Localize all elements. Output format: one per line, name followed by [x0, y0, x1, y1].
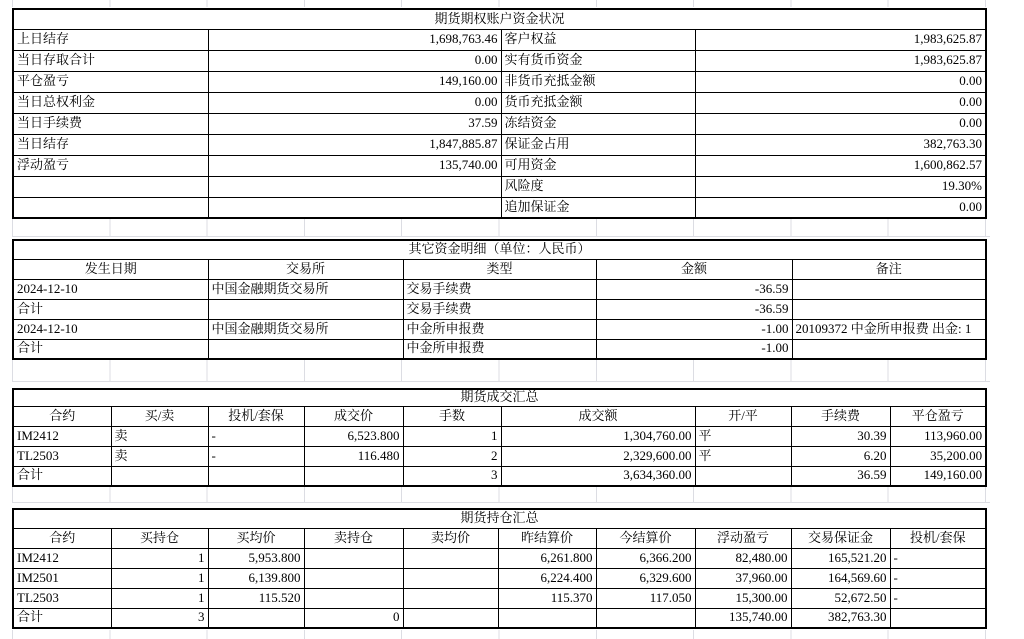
- cell: [304, 548, 403, 568]
- cell: 382,763.30: [791, 608, 890, 628]
- trade-summary-column-header: 买/卖: [111, 406, 208, 426]
- cell: -1.00: [596, 319, 792, 339]
- cell: 1: [111, 568, 208, 588]
- cell: 5,953.800: [208, 548, 304, 568]
- cell: [208, 299, 403, 319]
- trade-summary-column-header: 手续费: [791, 406, 890, 426]
- cell: 合计: [13, 466, 111, 486]
- cell: 2: [403, 446, 501, 466]
- position-summary-column-header: 买均价: [208, 528, 304, 548]
- table-row: [13, 299, 986, 319]
- trade-summary-column-header: 手数: [403, 406, 501, 426]
- cell: 卖: [111, 426, 208, 446]
- cell: 6,224.400: [498, 568, 596, 588]
- cell: 0: [304, 608, 403, 628]
- cell: 平: [695, 446, 791, 466]
- background-gridline-row: [12, 219, 990, 237]
- cell: 52,672.50: [791, 588, 890, 608]
- trade-summary-column-header: 开/平: [695, 406, 791, 426]
- cell: 卖: [111, 446, 208, 466]
- cell: [111, 466, 208, 486]
- cell: 2,329,600.00: [501, 446, 695, 466]
- cell: [208, 466, 304, 486]
- cell: 当日结存: [13, 134, 208, 155]
- cell: 149,160.00: [890, 466, 986, 486]
- cell: TL2503: [13, 446, 111, 466]
- cell: 3,634,360.00: [501, 466, 695, 486]
- position-summary-column-header: 浮动盈亏: [695, 528, 791, 548]
- cell: 113,960.00: [890, 426, 986, 446]
- cell: 0.00: [695, 113, 986, 134]
- fund-status-title: 期货期权账户资金状况: [13, 9, 986, 29]
- table-row: [13, 92, 986, 113]
- fund-status-table: [12, 8, 987, 219]
- cell: 浮动盈亏: [13, 155, 208, 176]
- cell: 追加保证金: [501, 197, 695, 218]
- cell: 当日总权利金: [13, 92, 208, 113]
- cell: 6,523.800: [304, 426, 403, 446]
- cell: [792, 279, 986, 299]
- cell: 115.520: [208, 588, 304, 608]
- cell: TL2503: [13, 588, 111, 608]
- cell: 165,521.20: [791, 548, 890, 568]
- position-summary-column-header: 卖均价: [403, 528, 498, 548]
- other-funds-column-header: 交易所: [208, 259, 403, 279]
- cell: 平仓盈亏: [13, 71, 208, 92]
- cell: [13, 197, 208, 218]
- cell: 中国金融期货交易所: [208, 279, 403, 299]
- other-funds-column-header: 类型: [403, 259, 596, 279]
- cell: 中金所申报费: [403, 319, 596, 339]
- cell: 合计: [13, 608, 111, 628]
- cell: 116.480: [304, 446, 403, 466]
- cell: 6,261.800: [498, 548, 596, 568]
- cell: 30.39: [791, 426, 890, 446]
- cell: 2024-12-10: [13, 319, 208, 339]
- cell: -: [890, 568, 986, 588]
- trade-summary-column-header: 成交额: [501, 406, 695, 426]
- other-funds-table: [12, 239, 987, 360]
- position-summary-column-header: 昨结算价: [498, 528, 596, 548]
- cell: 115.370: [498, 588, 596, 608]
- table-row: [13, 279, 986, 299]
- position-summary-table: [12, 508, 987, 629]
- table-row: [13, 588, 986, 608]
- table-row: [13, 113, 986, 134]
- cell: 82,480.00: [695, 548, 791, 568]
- cell: 0.00: [695, 92, 986, 113]
- cell: 0.00: [695, 71, 986, 92]
- cell: -: [208, 446, 304, 466]
- cell: IM2412: [13, 548, 111, 568]
- cell: [208, 339, 403, 359]
- trade-summary-table: [12, 388, 987, 487]
- cell: 6,329.600: [596, 568, 695, 588]
- trade-summary-column-header: 合约: [13, 406, 111, 426]
- cell: 1: [111, 548, 208, 568]
- cell: 0.00: [695, 197, 986, 218]
- cell: [304, 588, 403, 608]
- background-gridline-row: [12, 0, 990, 7]
- cell: -1.00: [596, 339, 792, 359]
- table-row: [13, 446, 986, 466]
- other-funds-column-header: 发生日期: [13, 259, 208, 279]
- cell: 20109372 中金所申报费 出金: 1: [792, 319, 986, 339]
- cell: 保证金占用: [501, 134, 695, 155]
- cell: 1,983,625.87: [695, 50, 986, 71]
- cell: [304, 568, 403, 588]
- cell: -36.59: [596, 299, 792, 319]
- cell: 上日结存: [13, 29, 208, 50]
- table-row: [13, 319, 986, 339]
- cell: 平: [695, 426, 791, 446]
- cell: 1,847,885.87: [208, 134, 501, 155]
- cell: 117.050: [596, 588, 695, 608]
- cell: [208, 197, 501, 218]
- cell: 3: [111, 608, 208, 628]
- cell: 合计: [13, 299, 208, 319]
- position-summary-column-header: 卖持仓: [304, 528, 403, 548]
- cell: 可用资金: [501, 155, 695, 176]
- other-funds-column-header: 金额: [596, 259, 792, 279]
- background-gridline-row: [12, 360, 990, 382]
- table-row: [13, 155, 986, 176]
- cell: 36.59: [791, 466, 890, 486]
- cell: 37.59: [208, 113, 501, 134]
- cell: [13, 176, 208, 197]
- cell: 2024-12-10: [13, 279, 208, 299]
- cell: [304, 466, 403, 486]
- cell: [403, 568, 498, 588]
- cell: [792, 299, 986, 319]
- cell: 当日手续费: [13, 113, 208, 134]
- cell: 6,139.800: [208, 568, 304, 588]
- trade-summary-column-header: 平仓盈亏: [890, 406, 986, 426]
- table-row: [13, 50, 986, 71]
- table-row: [13, 339, 986, 359]
- position-summary-column-header: 投机/套保: [890, 528, 986, 548]
- table-row: [13, 197, 986, 218]
- cell: IM2412: [13, 426, 111, 446]
- cell: [208, 608, 304, 628]
- position-summary-column-header: 今结算价: [596, 528, 695, 548]
- cell: 当日存取合计: [13, 50, 208, 71]
- cell: 0.00: [208, 92, 501, 113]
- cell: 149,160.00: [208, 71, 501, 92]
- cell: 37,960.00: [695, 568, 791, 588]
- table-row: [13, 568, 986, 588]
- table-row: [13, 608, 986, 628]
- cell: [403, 548, 498, 568]
- cell: 1: [111, 588, 208, 608]
- background-gridline-row: [12, 630, 990, 639]
- cell: [792, 339, 986, 359]
- cell: [403, 608, 498, 628]
- cell: 货币充抵金额: [501, 92, 695, 113]
- cell: 风险度: [501, 176, 695, 197]
- cell: 3: [403, 466, 501, 486]
- background-gridline-row: [12, 487, 990, 503]
- cell: 1: [403, 426, 501, 446]
- position-summary-title: 期货持仓汇总: [13, 509, 986, 528]
- cell: 合计: [13, 339, 208, 359]
- cell: [498, 608, 596, 628]
- other-funds-column-header: 备注: [792, 259, 986, 279]
- cell: -: [208, 426, 304, 446]
- cell: 135,740.00: [208, 155, 501, 176]
- cell: 6.20: [791, 446, 890, 466]
- cell: 135,740.00: [695, 608, 791, 628]
- position-summary-column-header: 交易保证金: [791, 528, 890, 548]
- cell: 1,983,625.87: [695, 29, 986, 50]
- cell: 非货币充抵金额: [501, 71, 695, 92]
- cell: [403, 588, 498, 608]
- table-row: [13, 548, 986, 568]
- cell: 交易手续费: [403, 299, 596, 319]
- cell: 中国金融期货交易所: [208, 319, 403, 339]
- cell: [890, 608, 986, 628]
- cell: 冻结资金: [501, 113, 695, 134]
- cell: 中金所申报费: [403, 339, 596, 359]
- cell: [695, 466, 791, 486]
- cell: 1,600,862.57: [695, 155, 986, 176]
- cell: 1,698,763.46: [208, 29, 501, 50]
- cell: 1,304,760.00: [501, 426, 695, 446]
- cell: 交易手续费: [403, 279, 596, 299]
- position-summary-column-header: 买持仓: [111, 528, 208, 548]
- cell: 实有货币资金: [501, 50, 695, 71]
- trade-summary-column-header: 投机/套保: [208, 406, 304, 426]
- table-row: [13, 29, 986, 50]
- cell: -: [890, 548, 986, 568]
- cell: 客户权益: [501, 29, 695, 50]
- position-summary-column-header: 合约: [13, 528, 111, 548]
- cell: IM2501: [13, 568, 111, 588]
- cell: [596, 608, 695, 628]
- cell: 19.30%: [695, 176, 986, 197]
- cell: 15,300.00: [695, 588, 791, 608]
- trade-summary-column-header: 成交价: [304, 406, 403, 426]
- cell: 6,366.200: [596, 548, 695, 568]
- other-funds-title: 其它资金明细（单位：人民币）: [13, 240, 986, 259]
- table-row: [13, 426, 986, 446]
- cell: 0.00: [208, 50, 501, 71]
- cell: -: [890, 588, 986, 608]
- cell: [208, 176, 501, 197]
- cell: 35,200.00: [890, 446, 986, 466]
- table-row: [13, 176, 986, 197]
- trade-summary-title: 期货成交汇总: [13, 389, 986, 406]
- cell: 164,569.60: [791, 568, 890, 588]
- table-row: [13, 466, 986, 486]
- cell: 382,763.30: [695, 134, 986, 155]
- cell: -36.59: [596, 279, 792, 299]
- table-row: [13, 71, 986, 92]
- table-row: [13, 134, 986, 155]
